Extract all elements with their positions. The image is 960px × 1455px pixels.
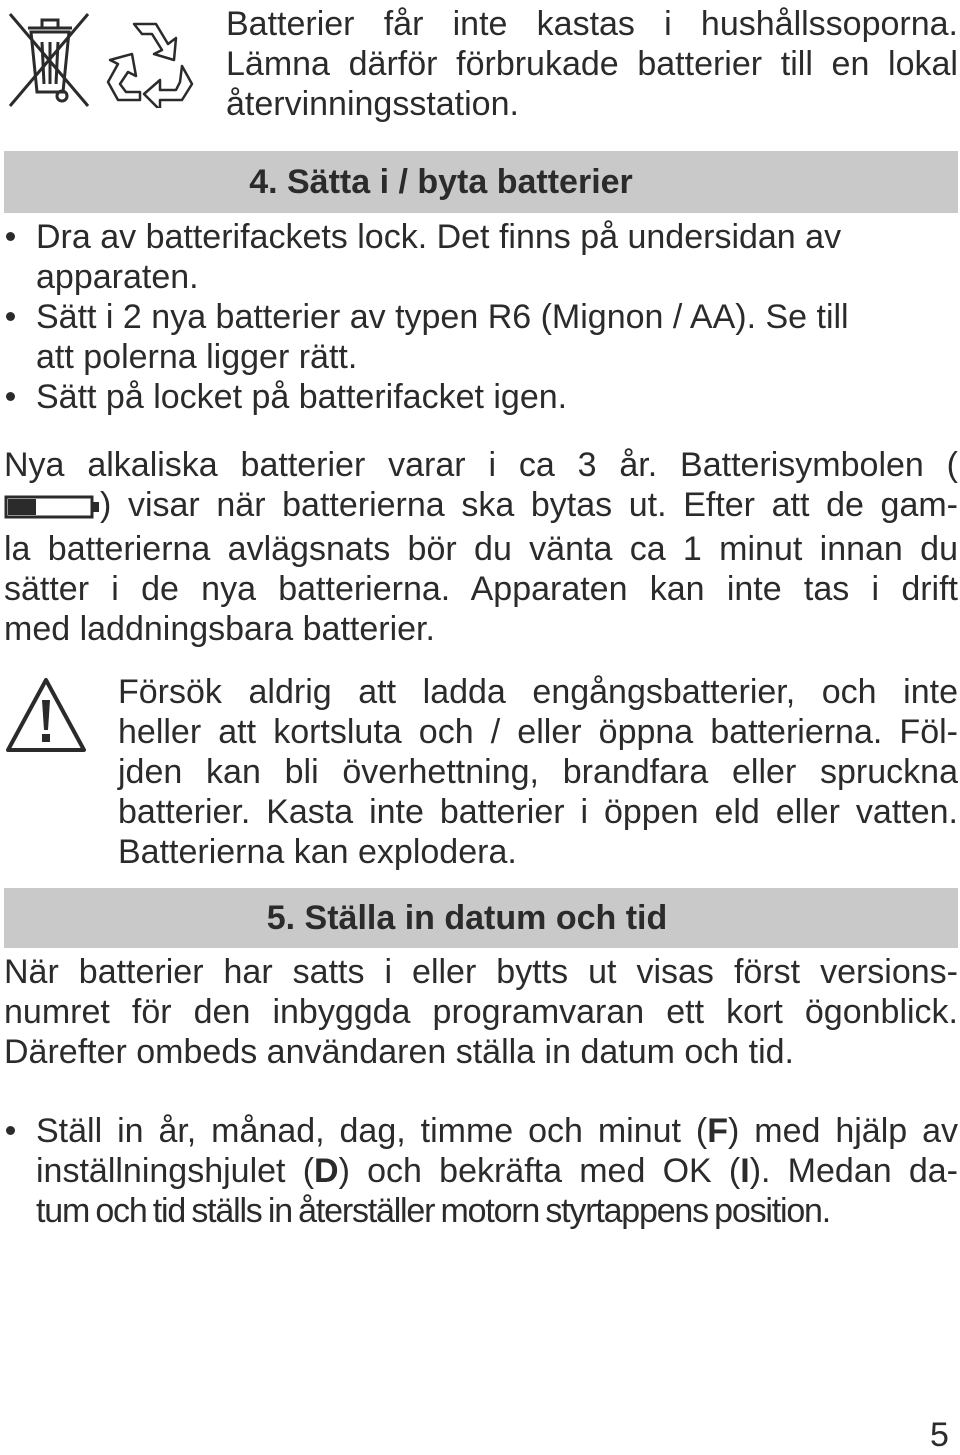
paragraph-line: Nya alkaliska batterier varar i ca 3 år. Batterisymbolen ( — [4, 446, 958, 484]
battery-low-icon — [4, 489, 100, 529]
key-d-label: D — [314, 1152, 339, 1190]
warning-triangle-icon — [4, 676, 88, 754]
section-4-heading: 4. Sätta i / byta batterier — [4, 151, 958, 213]
warning-line: heller att kortsluta och / eller öppna batterierna. Föl- — [118, 713, 958, 751]
datetime-bullets — [4, 1111, 958, 1231]
disposal-line: återvinningsstation. — [226, 85, 519, 123]
bullet-line: apparaten. — [36, 258, 199, 296]
paragraph-line: sätter i de nya batterierna. Apparaten kan inte tas i drift — [4, 570, 958, 608]
paragraph-line — [4, 485, 958, 529]
warning-line: jden kan bli överhettning, brandfara eller spruckna — [118, 753, 958, 791]
disposal-line: Lämna därför förbrukade batterier till en lokal — [226, 45, 958, 83]
section-4-bullets — [4, 217, 944, 417]
list-item — [4, 377, 944, 417]
bullet-line: Dra av batterifackets lock. Det finns på undersidan av — [36, 218, 842, 256]
bullet-line: Sätt i 2 nya batterier av typen R6 (Mignon / AA). Se till — [36, 298, 849, 336]
paragraph-line: la batterierna avlägsnats bör du vänta ca 1 minut innan du — [4, 530, 958, 568]
bullet-text: Ställ in år, månad, dag, timme och minut ( — [36, 1112, 708, 1150]
paragraph-line: numret för den inbyggda programvaran ett kort ögonblick. — [4, 993, 958, 1031]
paragraph-text: ) visar när batterierna ska bytas ut. Efter att de gam- — [100, 486, 958, 524]
crossed-out-bin-icon — [6, 10, 92, 110]
bullet-line: tum och tid ställs in återställer motorn styrtappens position. — [36, 1192, 830, 1230]
recycle-icon — [104, 14, 196, 108]
bullet-line: att polerna ligger rätt. — [36, 338, 358, 376]
list-item — [4, 1111, 958, 1231]
disposal-text — [226, 4, 958, 124]
warning-line: Batterierna kan explodera. — [118, 833, 517, 871]
bullet-line: Sätt på locket på batterifacket igen. — [36, 378, 568, 416]
paragraph-line: Därefter ombeds användaren ställa in datum och tid. — [4, 1033, 795, 1071]
disposal-line: Batterier får inte kastas i hushållssoporna. — [226, 5, 958, 43]
paragraph-line: med laddningsbara batterier. — [4, 610, 435, 648]
list-item — [4, 297, 944, 377]
bullet-text: inställningshjulet ( — [36, 1152, 315, 1190]
bullet-text: ). Medan da- — [749, 1152, 958, 1190]
section-5-heading: 5. Ställa in datum och tid — [4, 888, 958, 948]
bullet-line — [36, 1151, 958, 1191]
list-item — [4, 217, 944, 297]
warning-line: batterier. Kasta inte batterier i öppen eld eller vatten. — [118, 793, 958, 831]
key-f-label: F — [707, 1112, 729, 1150]
bullet-text: ) med hjälp av — [728, 1112, 959, 1150]
paragraph-line: När batterier har satts i eller bytts ut visas först versions- — [4, 953, 958, 991]
bullet-text: ) och bekräfta med OK ( — [338, 1152, 741, 1190]
warning-text — [118, 672, 958, 872]
page-number: 5 — [930, 1416, 949, 1454]
datetime-paragraph — [4, 952, 958, 1072]
bullet-line — [36, 1111, 958, 1151]
battery-life-paragraph — [4, 445, 958, 649]
key-i-label: I — [740, 1152, 750, 1190]
warning-line: Försök aldrig att ladda engångsbatterier, och inte — [118, 673, 958, 711]
